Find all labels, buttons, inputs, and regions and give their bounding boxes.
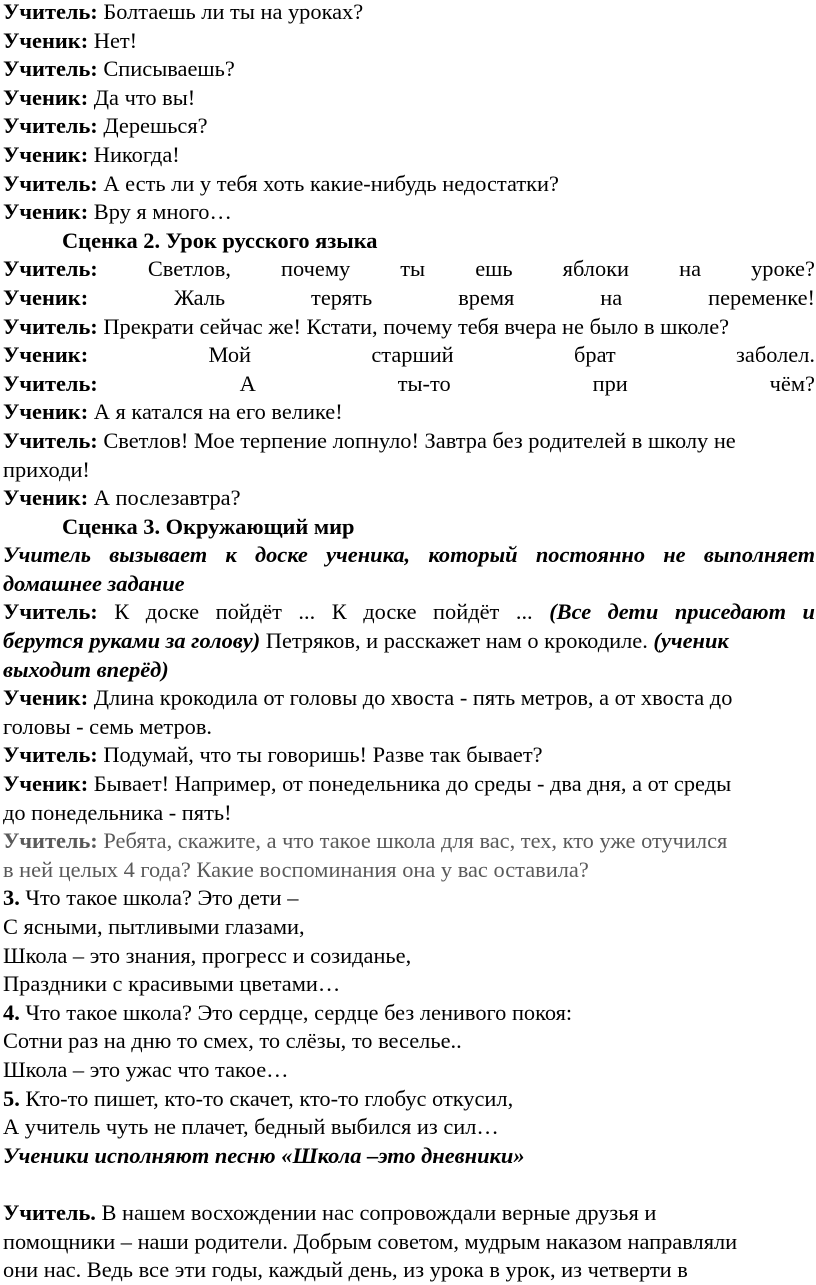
poem-text: Школа – это ужас что такое… — [3, 1056, 289, 1082]
speaker-label: Учитель: — [3, 256, 98, 282]
dialogue-word: Жаль — [174, 284, 226, 310]
poem-text: Что такое школа? Это сердце, сердце без ленивого покоя: — [19, 999, 573, 1025]
poem-text: Кто-то пишет, кто-то скачет, кто-то глобус откусил, — [19, 1085, 514, 1111]
dialogue-text: Прекрати сейчас же! Кстати, почему тебя вчера не было в школе? — [97, 313, 730, 339]
speaker-label: Учитель. — [3, 1199, 96, 1225]
dialogue-text: А послезавтра? — [88, 485, 241, 511]
dialogue-text: Да что вы! — [88, 84, 196, 110]
stage-direction — [3, 570, 815, 599]
document-page — [3, 0, 815, 1285]
poem-line — [3, 942, 815, 971]
dialogue-text: Дерешься? — [97, 113, 208, 139]
dialogue-line — [3, 27, 815, 56]
speaker-label: Ученик: — [3, 84, 89, 110]
dialogue-text: Списываешь? — [97, 56, 235, 82]
final-paragraph-line: помощники – наши родители. Добрым советом, мудрым наказом направляли — [3, 1228, 738, 1254]
speaker-label: Учитель: — [3, 370, 98, 396]
dialogue-word: чём? — [769, 370, 815, 396]
dialogue-line — [3, 141, 815, 170]
speaker-label: Ученик: — [3, 685, 89, 711]
dialogue-text: Ребята, скажите, а что такое школа для вас, тех, кто уже отучился — [97, 828, 728, 854]
dialogue-line — [3, 284, 815, 313]
poem-line — [3, 1085, 815, 1114]
blank-line — [3, 1170, 815, 1199]
speaker-label: Учитель: — [3, 742, 98, 768]
dialogue-word: яблоки — [562, 256, 630, 282]
dialogue-text: А я катался на его велике! — [88, 399, 343, 425]
speaker-label: Учитель: — [3, 427, 98, 453]
dialogue-text: Нет! — [88, 27, 138, 53]
speaker-label: Учитель: — [3, 0, 98, 24]
dialogue-word: А — [239, 370, 256, 396]
poem-line — [3, 884, 815, 913]
dialogue-word: терять — [311, 284, 373, 310]
stage-note: (ученик — [653, 628, 729, 654]
song-direction — [3, 1142, 815, 1171]
poem-text: Сотни раз на дню то смех, то слёзы, то веселье.. — [3, 1028, 462, 1054]
speaker-label: Ученик: — [3, 771, 89, 797]
scene2-heading: Сценка 2. Урок русского языка — [62, 227, 378, 253]
dialogue-word: заболел. — [736, 342, 815, 368]
dialogue-text: Подумай, что ты говоришь! Разве так бывает? — [97, 742, 543, 768]
poem-text: С ясными, пытливыми глазами, — [3, 914, 305, 939]
dialogue-text: Светлов! Мое терпение лопнуло! Завтра без родителей в школу не — [97, 427, 736, 453]
stage-note: берутся руками за голову) — [3, 628, 261, 654]
dialogue-line — [3, 684, 815, 713]
speaker-label: Учитель: — [3, 828, 98, 854]
dialogue-line-continued: головы - семь метров. — [3, 713, 213, 739]
stage-note: выходит вперёд) — [3, 656, 169, 682]
dialogue-line-continued — [3, 656, 815, 685]
dialogue-line — [3, 55, 815, 84]
dialogue-line — [3, 112, 815, 141]
poem-line — [3, 970, 815, 999]
dialogue-line — [3, 398, 815, 427]
dialogue-word: на — [679, 256, 702, 282]
verse-number: 4. — [3, 999, 20, 1025]
speaker-label: Ученик: — [3, 27, 89, 53]
dialogue-word: ты — [400, 256, 426, 282]
dialogue-line — [3, 170, 815, 199]
speaker-label: Ученик: — [3, 199, 89, 225]
dialogue-line — [3, 341, 815, 370]
dialogue-word: брат — [573, 342, 616, 368]
poem-text: Что такое школа? Это дети – — [19, 885, 299, 911]
dialogue-word: Мой — [208, 342, 252, 368]
poem-line — [3, 1027, 815, 1056]
dialogue-word: ты-то — [397, 370, 451, 396]
stage-direction — [3, 541, 815, 570]
dialogue-line — [3, 313, 815, 342]
dialogue-line-continued — [3, 627, 815, 656]
speaker-label: Учитель: — [3, 599, 98, 625]
dialogue-word: уроке? — [751, 256, 815, 282]
dialogue-word: почему — [281, 256, 351, 282]
poem-line — [3, 1056, 815, 1085]
dialogue-text: А есть ли у тебя хоть какие-нибудь недостатки? — [97, 170, 559, 196]
poem — [3, 884, 815, 1141]
dialogue-line — [3, 84, 815, 113]
dialogue-line — [3, 598, 815, 627]
dialogue-text: Никогда! — [88, 141, 180, 167]
speaker-label: Учитель: — [3, 313, 98, 339]
dialogue-line-continued: до понедельника - пять! — [3, 799, 232, 825]
final-paragraph-line — [3, 1199, 815, 1228]
speaker-label: Учитель: — [3, 56, 98, 82]
dialogue-line — [3, 770, 815, 799]
speaker-label: Учитель: — [3, 170, 98, 196]
speaker-label: Ученик: — [3, 485, 89, 511]
dialogue-word: на — [600, 284, 623, 310]
speaker-label: Ученик: — [3, 342, 89, 368]
speaker-label: Учитель: — [3, 113, 98, 139]
dialogue-text: Длина крокодила от головы до хвоста - пять метров, а от хвоста до — [88, 685, 733, 711]
song-direction-text: Ученики исполняют песню «Школа –это дневники» — [3, 1142, 525, 1168]
speaker-label: Ученик: — [3, 141, 89, 167]
poem-line — [3, 913, 815, 942]
dialogue-line — [3, 255, 815, 284]
stage-note: (Все дети приседают и — [549, 599, 815, 625]
dialogue-text: К доске пойдёт ... К доске пойдёт ... — [97, 599, 550, 625]
dialogue-text: Вру я много… — [88, 199, 232, 225]
poem-line — [3, 1113, 815, 1142]
dialogue-line — [3, 484, 815, 513]
scene1-dialogue — [3, 0, 815, 227]
dialogue-line — [3, 198, 815, 227]
scene3-heading: Сценка 3. Окружающий мир — [62, 513, 355, 539]
dialogue-word: переменке! — [708, 284, 815, 310]
dialogue-word: при — [592, 370, 628, 396]
dialogue-line — [3, 741, 815, 770]
poem-text: Школа – это знания, прогресс и созиданье, — [3, 942, 412, 968]
dialogue-line-continued: приходи! — [3, 456, 90, 482]
dialogue-word: старший — [371, 342, 454, 368]
verse-number: 5. — [3, 1085, 20, 1111]
poem-text: А учитель чуть не плачет, бедный выбился из сил… — [3, 1114, 499, 1140]
dialogue-line — [3, 0, 815, 27]
dialogue-text: Болтаешь ли ты на уроках? — [97, 0, 364, 24]
speaker-label: Ученик: — [3, 284, 89, 310]
speaker-label: Ученик: — [3, 399, 89, 425]
poem-line — [3, 999, 815, 1028]
dialogue-line — [3, 427, 815, 456]
scene2-dialogue — [3, 255, 815, 427]
dialogue-word: Светлов, — [147, 256, 231, 282]
stage-direction-text: Учитель вызывает к доске ученика, который постоянно не выполняет — [3, 542, 815, 568]
dialogue-line-continued: в ней целых 4 года? Какие воспоминания она у вас оставила? — [3, 856, 589, 882]
stage-direction-text: домашнее задание — [3, 570, 185, 596]
verse-number: 3. — [3, 885, 20, 911]
dialogue-word: время — [458, 284, 515, 310]
dialogue-text: Бывает! Например, от понедельника до среды - два дня, а от среды — [88, 771, 732, 797]
dialogue-text: Петряков, и расскажет нам о крокодиле. — [260, 628, 654, 654]
dialogue-line — [3, 827, 815, 856]
poem-text: Праздники с красивыми цветами… — [3, 971, 341, 997]
dialogue-line — [3, 370, 815, 399]
final-paragraph-line: они нас. Ведь все эти годы, каждый день, из урока в урок, из четверти в — [3, 1257, 688, 1283]
paragraph-text: В нашем восхождении нас сопровождали верные друзья и — [95, 1199, 657, 1225]
dialogue-word: ешь — [475, 256, 513, 282]
